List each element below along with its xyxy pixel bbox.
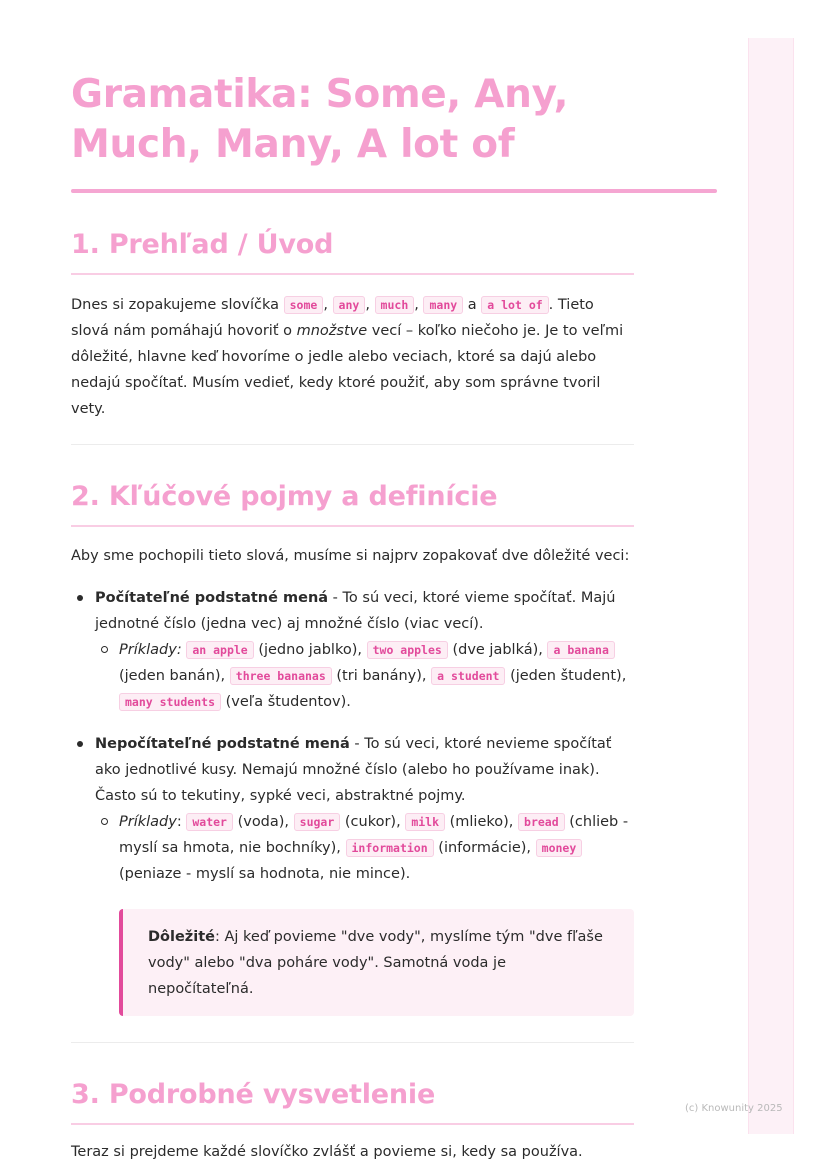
gloss: (mlieko),	[445, 814, 519, 830]
code-example: information	[346, 839, 434, 857]
section-heading-detailed: 3. Podrobné vysvetlenie	[71, 1079, 436, 1110]
gloss: (chlieb - myslí sa hmota, nie bochníky),	[119, 814, 629, 856]
code-example: an apple	[186, 641, 253, 659]
document-content	[71, 227, 634, 1165]
code-example: money	[536, 839, 583, 857]
code-example: many students	[119, 693, 221, 711]
code-some: some	[284, 296, 324, 314]
examples-label: Príklady:	[119, 642, 182, 658]
important-callout	[119, 909, 634, 1016]
code-example: a student	[431, 667, 505, 685]
section-heading-key-terms: 2. Kľúčové pojmy a definície	[71, 481, 498, 512]
gloss: (tri banány),	[331, 668, 432, 684]
gloss: (veľa študentov).	[221, 694, 351, 710]
heading-underline	[71, 273, 634, 275]
definitions-list	[71, 585, 634, 887]
text: . Tieto slová nám pomáhajú hovoriť o	[71, 297, 594, 339]
emphasis: množstve	[296, 323, 368, 339]
code-example: two apples	[367, 641, 448, 659]
gloss: (jeden študent),	[505, 668, 627, 684]
gloss: (voda),	[232, 814, 294, 830]
list-item-uncountable	[71, 731, 634, 887]
callout-text: : Aj keď povieme "dve vody", myslíme tým "dve fľaše vody" alebo "dva poháre vody". Samotná voda je nepočítateľná.	[148, 929, 603, 997]
code-example: milk	[405, 813, 445, 831]
heading-underline	[71, 1123, 634, 1125]
list-item-countable	[71, 585, 634, 715]
footer-copyright: (c) Knowunity 2025	[685, 1103, 783, 1114]
term-countable: Počítateľné podstatné mená	[95, 590, 329, 606]
gloss: (jeden banán),	[119, 668, 230, 684]
code-much: much	[375, 296, 415, 314]
text: Dnes si zopakujeme slovíčka	[71, 297, 284, 313]
gloss: (informácie),	[433, 840, 536, 856]
text: ,	[323, 297, 333, 313]
document-page	[71, 70, 717, 1165]
code-example: bread	[518, 813, 565, 831]
sub-item-examples-countable	[95, 637, 634, 715]
gloss: (jedno jablko),	[253, 642, 367, 658]
sub-item-examples-uncountable: Príklady: water (voda), sugar (cukor), milk (mlieko), bread (chlieb - myslí sa hmota, nie bochníky), information (informácie), money (peniaze - myslí sa hodnota, nie mince).	[95, 809, 634, 887]
code-example: a banana	[547, 641, 614, 659]
heading-underline	[71, 525, 634, 527]
code-a-lot-of: a lot of	[481, 296, 548, 314]
title-underline	[71, 189, 717, 193]
code-any: any	[333, 296, 366, 314]
section-heading-overview: 1. Prehľad / Úvod	[71, 229, 334, 260]
section-divider	[71, 444, 634, 445]
term-uncountable: Nepočítateľné podstatné mená	[95, 736, 350, 752]
code-many: many	[423, 296, 463, 314]
gloss: (peniaze - myslí sa hodnota, nie mince).	[119, 866, 411, 882]
code-example: three bananas	[230, 667, 332, 685]
key-terms-intro: Aby sme pochopili tieto slová, musíme si najprv zopakovať dve dôležité veci:	[71, 548, 630, 564]
text: vecí – koľko niečoho je. Je to veľmi dôležité, hlavne keď hovoríme o jedle alebo veciach, ktoré sa dajú alebo nedajú spočítať. Musím vedieť, kedy ktoré použiť, aby som správne tvoril vety.	[71, 323, 624, 417]
text: - To sú veci, ktoré nevieme spočítať ako jednotlivé kusy. Nemajú množné číslo (alebo ho používame inak). Často sú to tekutiny, sypké veci, abstraktné pojmy.	[95, 736, 612, 804]
page-title: Gramatika: Some, Any, Much, Many, A lot of	[71, 72, 569, 167]
section-divider	[71, 1042, 634, 1043]
gloss: (cukor),	[340, 814, 406, 830]
examples-label: Príklady	[119, 814, 177, 830]
gloss: (dve jablká),	[447, 642, 548, 658]
text: ,	[365, 297, 375, 313]
text: a	[463, 297, 482, 313]
code-example: sugar	[294, 813, 341, 831]
callout-label: Dôležité	[148, 929, 215, 945]
text: - To sú veci, ktoré vieme spočítať. Majú jednotné číslo (jedna vec) aj množné číslo (viac vecí).	[95, 590, 616, 632]
text: ,	[414, 297, 424, 313]
detailed-intro: Teraz si prejdeme každé slovíčko zvlášť a povieme si, kedy sa používa.	[71, 1144, 583, 1160]
code-example: water	[186, 813, 233, 831]
side-stripe	[748, 38, 794, 1134]
overview-paragraph	[71, 292, 634, 422]
